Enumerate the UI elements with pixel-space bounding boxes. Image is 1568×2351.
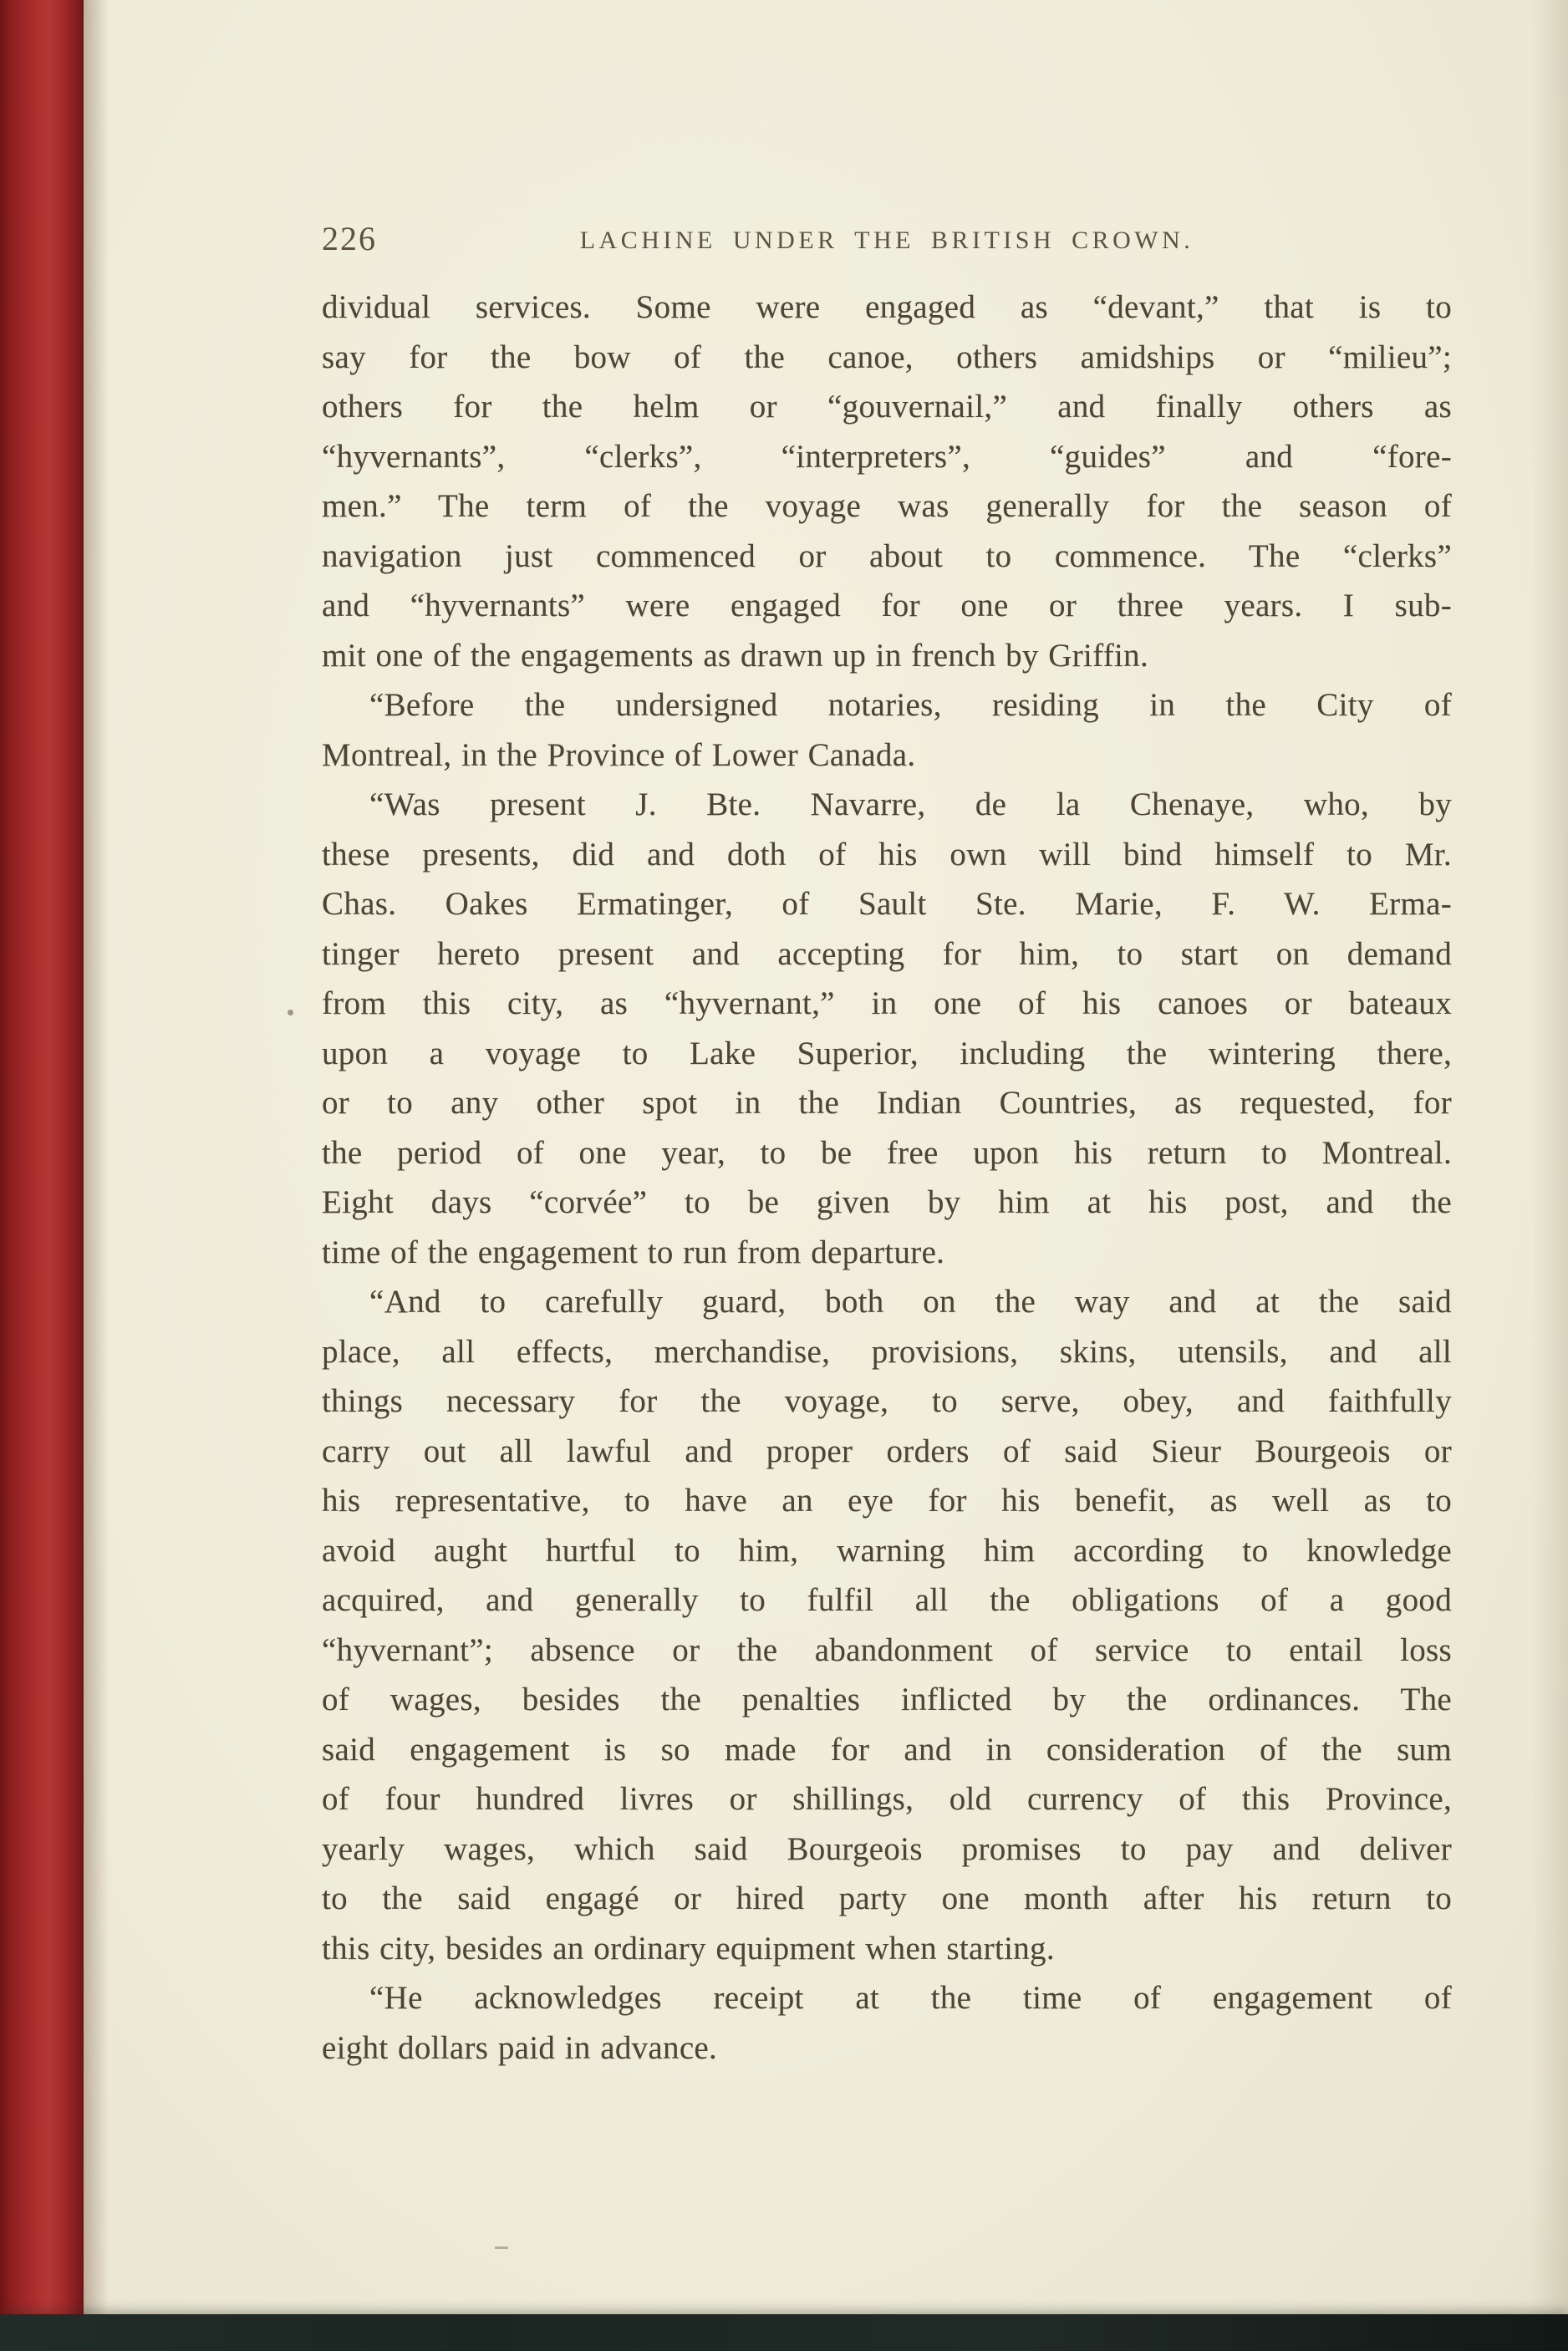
text-line: Montreal, in the Province of Lower Canada. xyxy=(322,736,916,773)
text-line: the period of one year, to be free upon his return to Montreal. xyxy=(322,1134,1452,1171)
text-line: “And to carefully guard, both on the way and at the said xyxy=(369,1284,1452,1320)
text-line: Eight days “corvée” to be given by him at his post, and the xyxy=(322,1184,1452,1220)
text-line: tinger hereto present and accepting for him, to start on demand xyxy=(322,935,1452,972)
text-line: “hyvernants”, “clerks”, “interpreters”, “guides” and “fore- xyxy=(322,438,1452,475)
scan-mark xyxy=(495,2247,508,2249)
text-line: acquired, and generally to fulfil all the obligations of a good xyxy=(322,1582,1452,1618)
text-line: upon a voyage to Lake Superior, including the wintering there, xyxy=(322,1035,1452,1071)
paragraph xyxy=(322,1973,1452,2073)
text-line: say for the bow of the canoe, others amidships or “milieu”; xyxy=(322,338,1452,375)
text-line: avoid aught hurtful to him, warning him according to knowledge xyxy=(322,1532,1452,1569)
text-line: men.” The term of the voyage was generally for the season of xyxy=(322,488,1452,524)
page-edge-shading xyxy=(1531,0,1568,2351)
running-head: LACHINE UNDER THE BRITISH CROWN. xyxy=(579,226,1194,254)
text-line: his representative, to have an eye for his benefit, as well as to xyxy=(322,1483,1452,1519)
text-line: mit one of the engagements as drawn up in french by Griffin. xyxy=(322,637,1149,674)
paragraph xyxy=(322,780,1452,1277)
text-line: “Before the undersigned notaries, residing in the City of xyxy=(369,687,1452,723)
text-line: or to any other spot in the Indian Countries, as requested, for xyxy=(322,1085,1452,1121)
text-line: and “hyvernants” were engaged for one or three years. I sub- xyxy=(322,588,1452,623)
scan-bottom-bar xyxy=(0,2314,1568,2351)
page-number: 226 xyxy=(322,220,377,257)
paragraph xyxy=(322,282,1452,680)
text-line: said engagement is so made for and in consideration of the sum xyxy=(322,1731,1452,1768)
text-line: “Was present J. Bte. Navarre, de la Chenaye, who, by xyxy=(369,786,1452,822)
text-line: place, all effects, merchandise, provisions, skins, utensils, and all xyxy=(322,1333,1452,1370)
book-spine-edge xyxy=(0,0,84,2351)
text-line: “hyvernant”; absence or the abandonment of service to entail loss xyxy=(322,1631,1452,1668)
page-header xyxy=(322,219,1452,266)
text-line: to the said engagé or hired party one month after his return to xyxy=(322,1880,1452,1916)
text-line: Chas. Oakes Ermatinger, of Sault Ste. Marie, F. W. Erma- xyxy=(322,886,1452,922)
text-line: yearly wages, which said Bourgeois promises to pay and deliver xyxy=(322,1830,1452,1867)
text-line: time of the engagement to run from departure. xyxy=(322,1234,945,1270)
text-line: things necessary for the voyage, to serve, obey, and faithfully xyxy=(322,1383,1452,1419)
scan-speck xyxy=(288,1010,293,1015)
text-line: of wages, besides the penalties inflicted by the ordinances. The xyxy=(322,1682,1452,1717)
text-line: carry out all lawful and proper orders of said Sieur Bourgeois or xyxy=(322,1432,1452,1469)
text-line: dividual services. Some were engaged as “devant,” that is to xyxy=(322,289,1452,325)
text-line: from this city, as “hyvernant,” in one of his canoes or bateaux xyxy=(322,985,1452,1021)
text-line: navigation just commenced or about to commence. The “clerks” xyxy=(322,537,1452,574)
paragraph xyxy=(322,680,1452,780)
text-line: others for the helm or “gouvernail,” and finally others as xyxy=(322,389,1452,425)
text-line: “He acknowledges receipt at the time of engagement of xyxy=(369,1980,1452,2016)
paragraph xyxy=(322,1277,1452,1973)
text-line: eight dollars paid in advance. xyxy=(322,2029,718,2066)
spine-shadow xyxy=(84,0,109,2351)
text-line: this city, besides an ordinary equipment when starting. xyxy=(322,1930,1055,1967)
text-line: these presents, did and doth of his own will bind himself to Mr. xyxy=(322,836,1452,873)
text-block xyxy=(322,282,1452,2073)
text-line: of four hundred livres or shillings, old currency of this Province, xyxy=(322,1781,1452,1817)
